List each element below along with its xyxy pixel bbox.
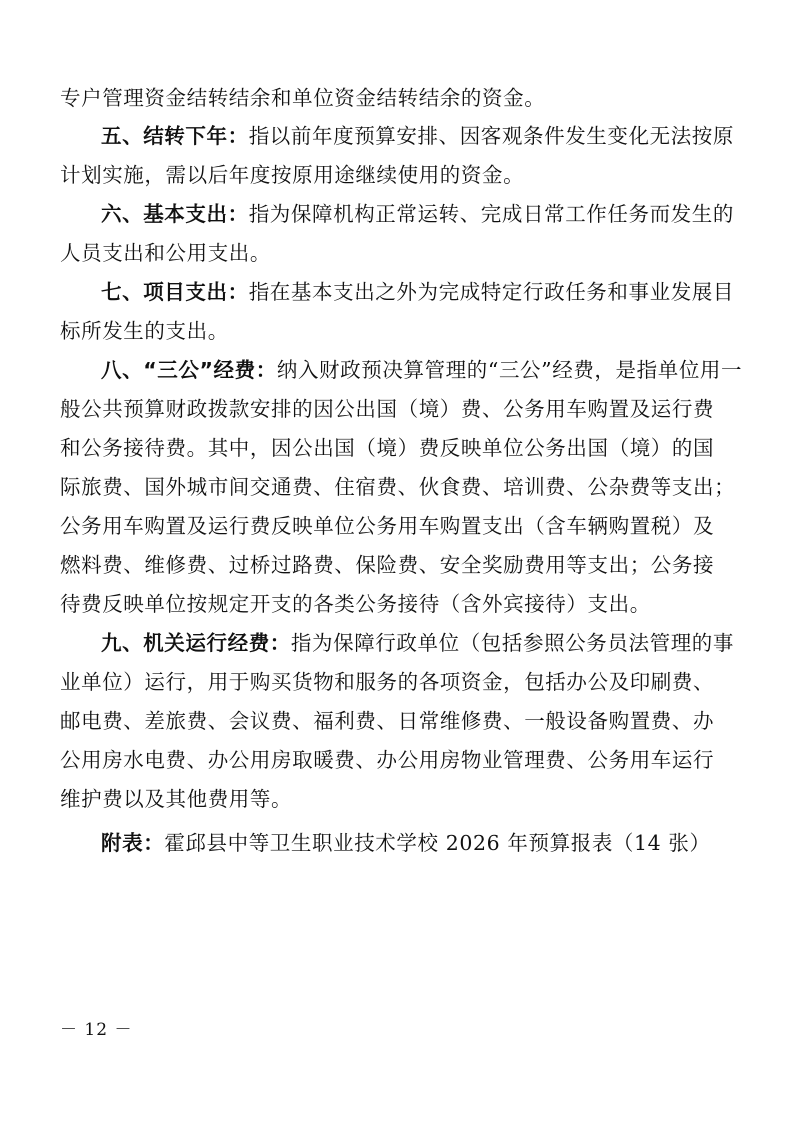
paragraph-line (60, 742, 714, 778)
paragraph-line (60, 235, 271, 271)
body-text: 指在基本支出之外为完成特定行政任务和事业发展目 (248, 280, 735, 304)
body-text: 指为保障行政单位（包括参照公务员法管理的事 (290, 631, 735, 655)
paragraph-line (60, 664, 714, 700)
body-text: 际旅费、国外城市间交通费、住宿费、伙食费、培训费、公杂费等支出； (60, 475, 736, 499)
body-text: 指为保障机构正常运转、完成日常工作任务而发生的 (248, 202, 735, 226)
body-text: 业单位）运行，用于购买货物和服务的各项资金，包括办公及印刷费、 (60, 670, 715, 694)
body-text: 指以前年度预算安排、因客观条件发生变化无法按原 (248, 124, 735, 148)
body-text: 燃料费、维修费、过桥过路费、保险费、安全奖励费用等支出；公务接 (60, 553, 715, 577)
section-heading-five: 五、结转下年： (101, 124, 249, 148)
section-nine-line (101, 625, 734, 661)
body-text: 公用房水电费、办公用房取暖费、办公用房物业管理费、公务用车运行 (60, 748, 715, 772)
attachment-text: 霍邱县中等卫生职业技术学校 2026 年预算报表（14 张） (164, 831, 711, 855)
body-text: 标所发生的支出。 (60, 319, 229, 343)
body-text: 人员支出和公用支出。 (60, 241, 271, 265)
section-seven-line (101, 274, 734, 310)
section-heading-nine: 九、机关运行经费： (101, 631, 291, 655)
body-text: 维护费以及其他费用等。 (60, 787, 293, 811)
page-number: － 12 － (60, 1020, 133, 1040)
paragraph-line (60, 703, 714, 739)
body-text: 邮电费、差旅费、会议费、福利费、日常维修费、一般设备购置费、办 (60, 709, 715, 733)
body-text: 般公共预算财政拨款安排的因公出国（境）费、公务用车购置及运行费 (60, 397, 715, 421)
section-five-line (101, 118, 734, 154)
paragraph-line (60, 469, 735, 505)
body-text: 公务用车购置及运行费反映单位公务用车购置支出（含车辆购置税）及 (60, 514, 715, 538)
body-text: 纳入财政预决算管理的“三公”经费，是指单位用一 (276, 358, 743, 382)
section-heading-six: 六、基本支出： (101, 202, 249, 226)
section-heading-seven: 七、项目支出： (101, 280, 249, 304)
section-eight-line (101, 352, 742, 388)
body-text: 和公务接待费。其中，因公出国（境）费反映单位公务出国（境）的国 (60, 436, 715, 460)
paragraph-line (60, 313, 229, 349)
paragraph-line (60, 391, 714, 427)
paragraph-line (60, 547, 714, 583)
paragraph-line (60, 781, 292, 817)
section-six-line (101, 196, 734, 232)
body-text: 计划实施，需以后年度按原用途继续使用的资金。 (60, 163, 525, 187)
paragraph-line (60, 430, 714, 466)
paragraph-line (60, 157, 524, 193)
paragraph-line (60, 586, 651, 622)
attachment-label: 附表： (101, 831, 165, 855)
paragraph-line (60, 508, 714, 544)
body-text: 专户管理资金结转结余和单位资金结转结余的资金。 (60, 86, 546, 110)
attachment-line (101, 825, 711, 861)
section-heading-eight: 八、“三公”经费： (101, 358, 277, 382)
body-text: 待费反映单位按规定开支的各类公务接待（含外宾接待）支出。 (60, 592, 651, 616)
paragraph-line (60, 80, 545, 116)
